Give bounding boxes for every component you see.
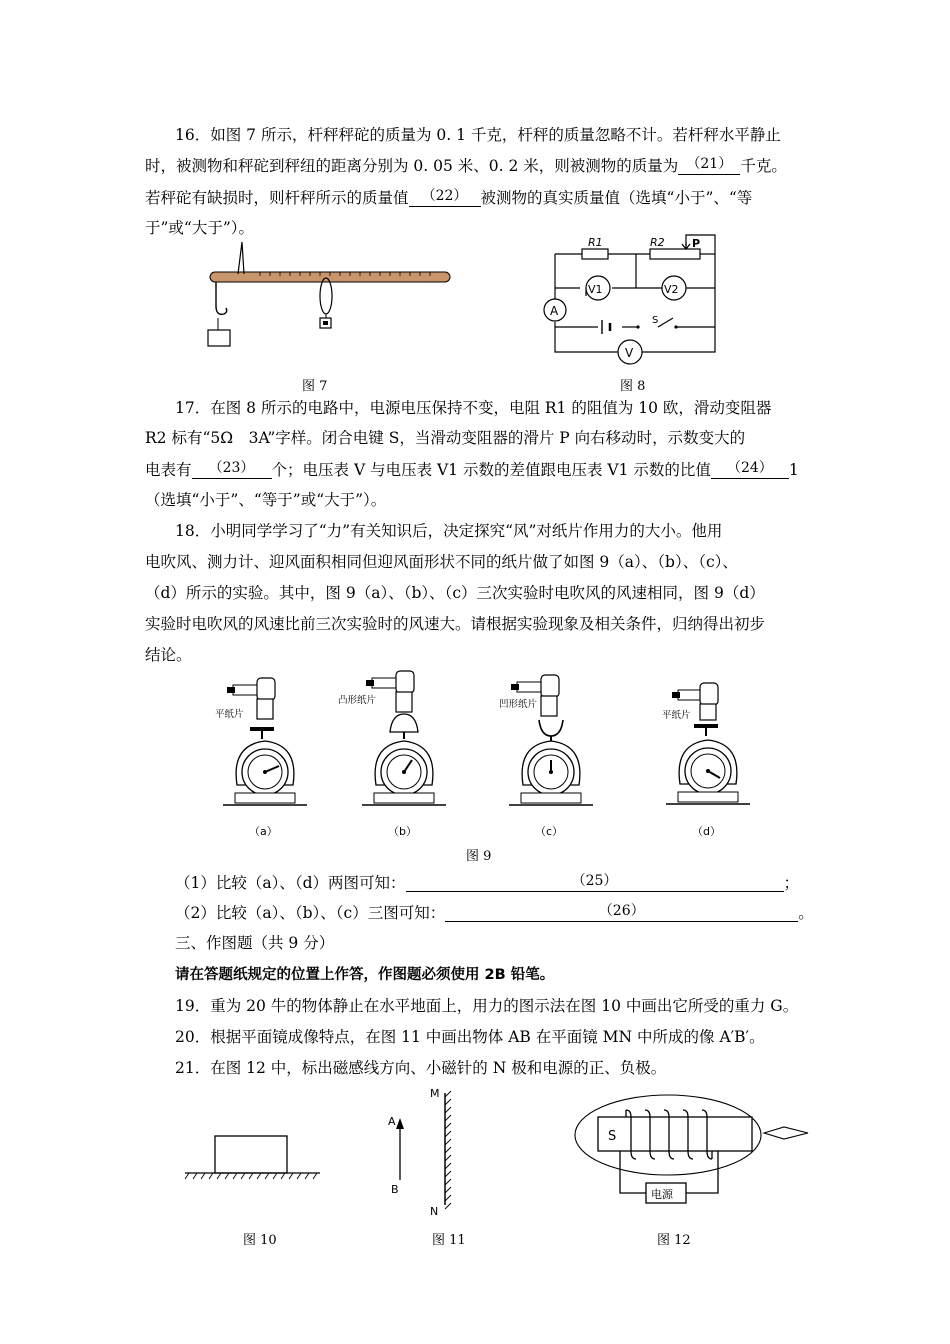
- figure-12-solenoid: [568, 1095, 818, 1215]
- q17-line4: （选填“小于”、“等于”或“大于”）。: [145, 491, 387, 509]
- label-v2: V2: [664, 283, 679, 296]
- conclusion-2-prefix: （2）比较（a）、（b）、（c）三图可知：: [175, 904, 446, 922]
- label-b: B: [391, 1183, 399, 1196]
- figure-9-caption: 图 9: [466, 849, 492, 864]
- label-p: P: [692, 237, 701, 250]
- conclusion-1: [175, 873, 799, 895]
- panel-b-sub: （b）: [388, 825, 417, 838]
- q18-line1: 18．小明同学学习了“力”有关知识后，决定探究“风”对纸片作用力的大小。他用: [175, 522, 723, 540]
- q17-line3-text: 电表有: [145, 461, 192, 479]
- q17-line3: [145, 460, 799, 482]
- panel-c-sub: （c）: [535, 825, 564, 838]
- label-a: A: [388, 1115, 396, 1128]
- answer-blank-22[interactable]: （22）: [409, 186, 481, 207]
- label-ammeter: A: [550, 304, 559, 318]
- figure-9-panel-d: [660, 680, 760, 845]
- conclusion-2: [175, 903, 814, 925]
- figure-8-caption: 图 8: [620, 379, 646, 394]
- panel-a-label: 平纸片: [215, 709, 244, 720]
- panel-a-sub: （a）: [249, 825, 278, 838]
- label-n: N: [430, 1205, 439, 1218]
- figure-12-caption: 图 12: [657, 1233, 691, 1248]
- q19: 19．重为 20 牛的物体静止在水平地面上，用力的图示法在图 10 中画出它所受的重力 G。: [175, 997, 799, 1015]
- label-r2: R2: [650, 236, 665, 249]
- panel-c-label: 凹形纸片: [499, 699, 538, 710]
- label-switch: S: [652, 315, 659, 326]
- answer-blank-21[interactable]: （21）: [678, 154, 740, 175]
- q16-line1: 16．如图 7 所示，杆秤秤砣的质量为 0. 1 千克，杆秤的质量忽略不计。若杆秤水平静止: [175, 126, 781, 144]
- section-3-note: 请在答题纸规定的位置上作答，作图题必须使用 2B 铅笔。: [175, 967, 555, 983]
- panel-b-label: 凸形纸片: [338, 695, 377, 706]
- conclusion-1-end: ；: [783, 874, 800, 892]
- figure-7-steelyard: [200, 238, 470, 353]
- figure-10-block-on-ground: [180, 1130, 330, 1180]
- answer-blank-23[interactable]: （23）: [192, 458, 272, 479]
- figure-8-circuit: [540, 232, 725, 372]
- q17-line2: R2 标有“5Ω 3A”字样。闭合电键 S，当滑动变阻器的滑片 P 向右移动时，示数变大的: [145, 429, 746, 447]
- label-s: S: [608, 1129, 617, 1144]
- q18-line3: （d）所示的实验。其中，图 9（a）、（b）、（c）三次实验时电吹风的风速相同，图 9（d）: [145, 584, 765, 602]
- label-power-source: 电源: [651, 1188, 673, 1201]
- label-r1: R1: [588, 236, 603, 249]
- answer-blank-26[interactable]: （26）: [445, 901, 798, 922]
- figure-10-caption: 图 10: [243, 1233, 277, 1248]
- panel-d-label: 平纸片: [662, 710, 691, 721]
- q18-line5: 结论。: [145, 646, 192, 664]
- label-m: M: [430, 1087, 440, 1100]
- q16-line3: [145, 188, 752, 210]
- figure-7-caption: 图 7: [302, 379, 328, 394]
- q16-line2-end: 千克。: [740, 157, 787, 175]
- q17-line3-mid: 个；电压表 V 与电压表 V1 示数的差值跟电压表 V1 示数的比值: [271, 461, 711, 479]
- figure-9-panel-b: [338, 668, 450, 845]
- q21: 21．在图 12 中，标出磁感线方向、小磁针的 N 极和电源的正、负极。: [175, 1059, 667, 1077]
- label-voltmeter: V: [625, 346, 634, 360]
- figure-9-panel-c: [495, 672, 595, 845]
- panel-d-sub: （d）: [692, 825, 721, 838]
- q18-line4: 实验时电吹风的风速比前三次实验时的风速大。请根据实验现象及相关条件，归纳得出初步: [145, 615, 766, 633]
- figure-11-caption: 图 11: [432, 1233, 466, 1248]
- figure-9-panel-a: [215, 675, 315, 845]
- conclusion-2-end: 。: [798, 904, 814, 922]
- q17-line3-end: 1: [788, 461, 799, 479]
- conclusion-1-prefix: （1）比较（a）、（d）两图可知：: [175, 874, 406, 892]
- q18-line2: 电吹风、测力计、迎风面积相同但迎风面形状不同的纸片做了如图 9（a）、（b）、（c）、: [145, 553, 738, 571]
- q16-line2: [145, 156, 787, 178]
- q16-line4: 于”或“大于”）。: [145, 219, 255, 237]
- answer-blank-24[interactable]: （24）: [711, 458, 789, 479]
- q16-line2-text: 时，被测物和秤砣到秤纽的距离分别为 0. 05 米、0. 2 米，则被测物的质量为: [145, 157, 679, 175]
- q20: 20．根据平面镜成像特点，在图 11 中画出物体 AB 在平面镜 MN 中所成的像 A′B′。: [175, 1028, 765, 1046]
- q16-line3-text: 若秤砣有缺损时，则杆秤所示的质量值: [145, 189, 409, 207]
- section-3-title: 三、作图题（共 9 分）: [175, 934, 335, 952]
- q16-line3-end: 被测物的真实质量值（选填“小于”、“等: [480, 189, 753, 207]
- q17-line1: 17．在图 8 所示的电路中，电源电压保持不变，电阻 R1 的阻值为 10 欧，滑动变阻器: [175, 399, 772, 417]
- label-v1: V1: [588, 283, 603, 296]
- figure-11-mirror: [380, 1085, 470, 1220]
- answer-blank-25[interactable]: （25）: [406, 871, 784, 892]
